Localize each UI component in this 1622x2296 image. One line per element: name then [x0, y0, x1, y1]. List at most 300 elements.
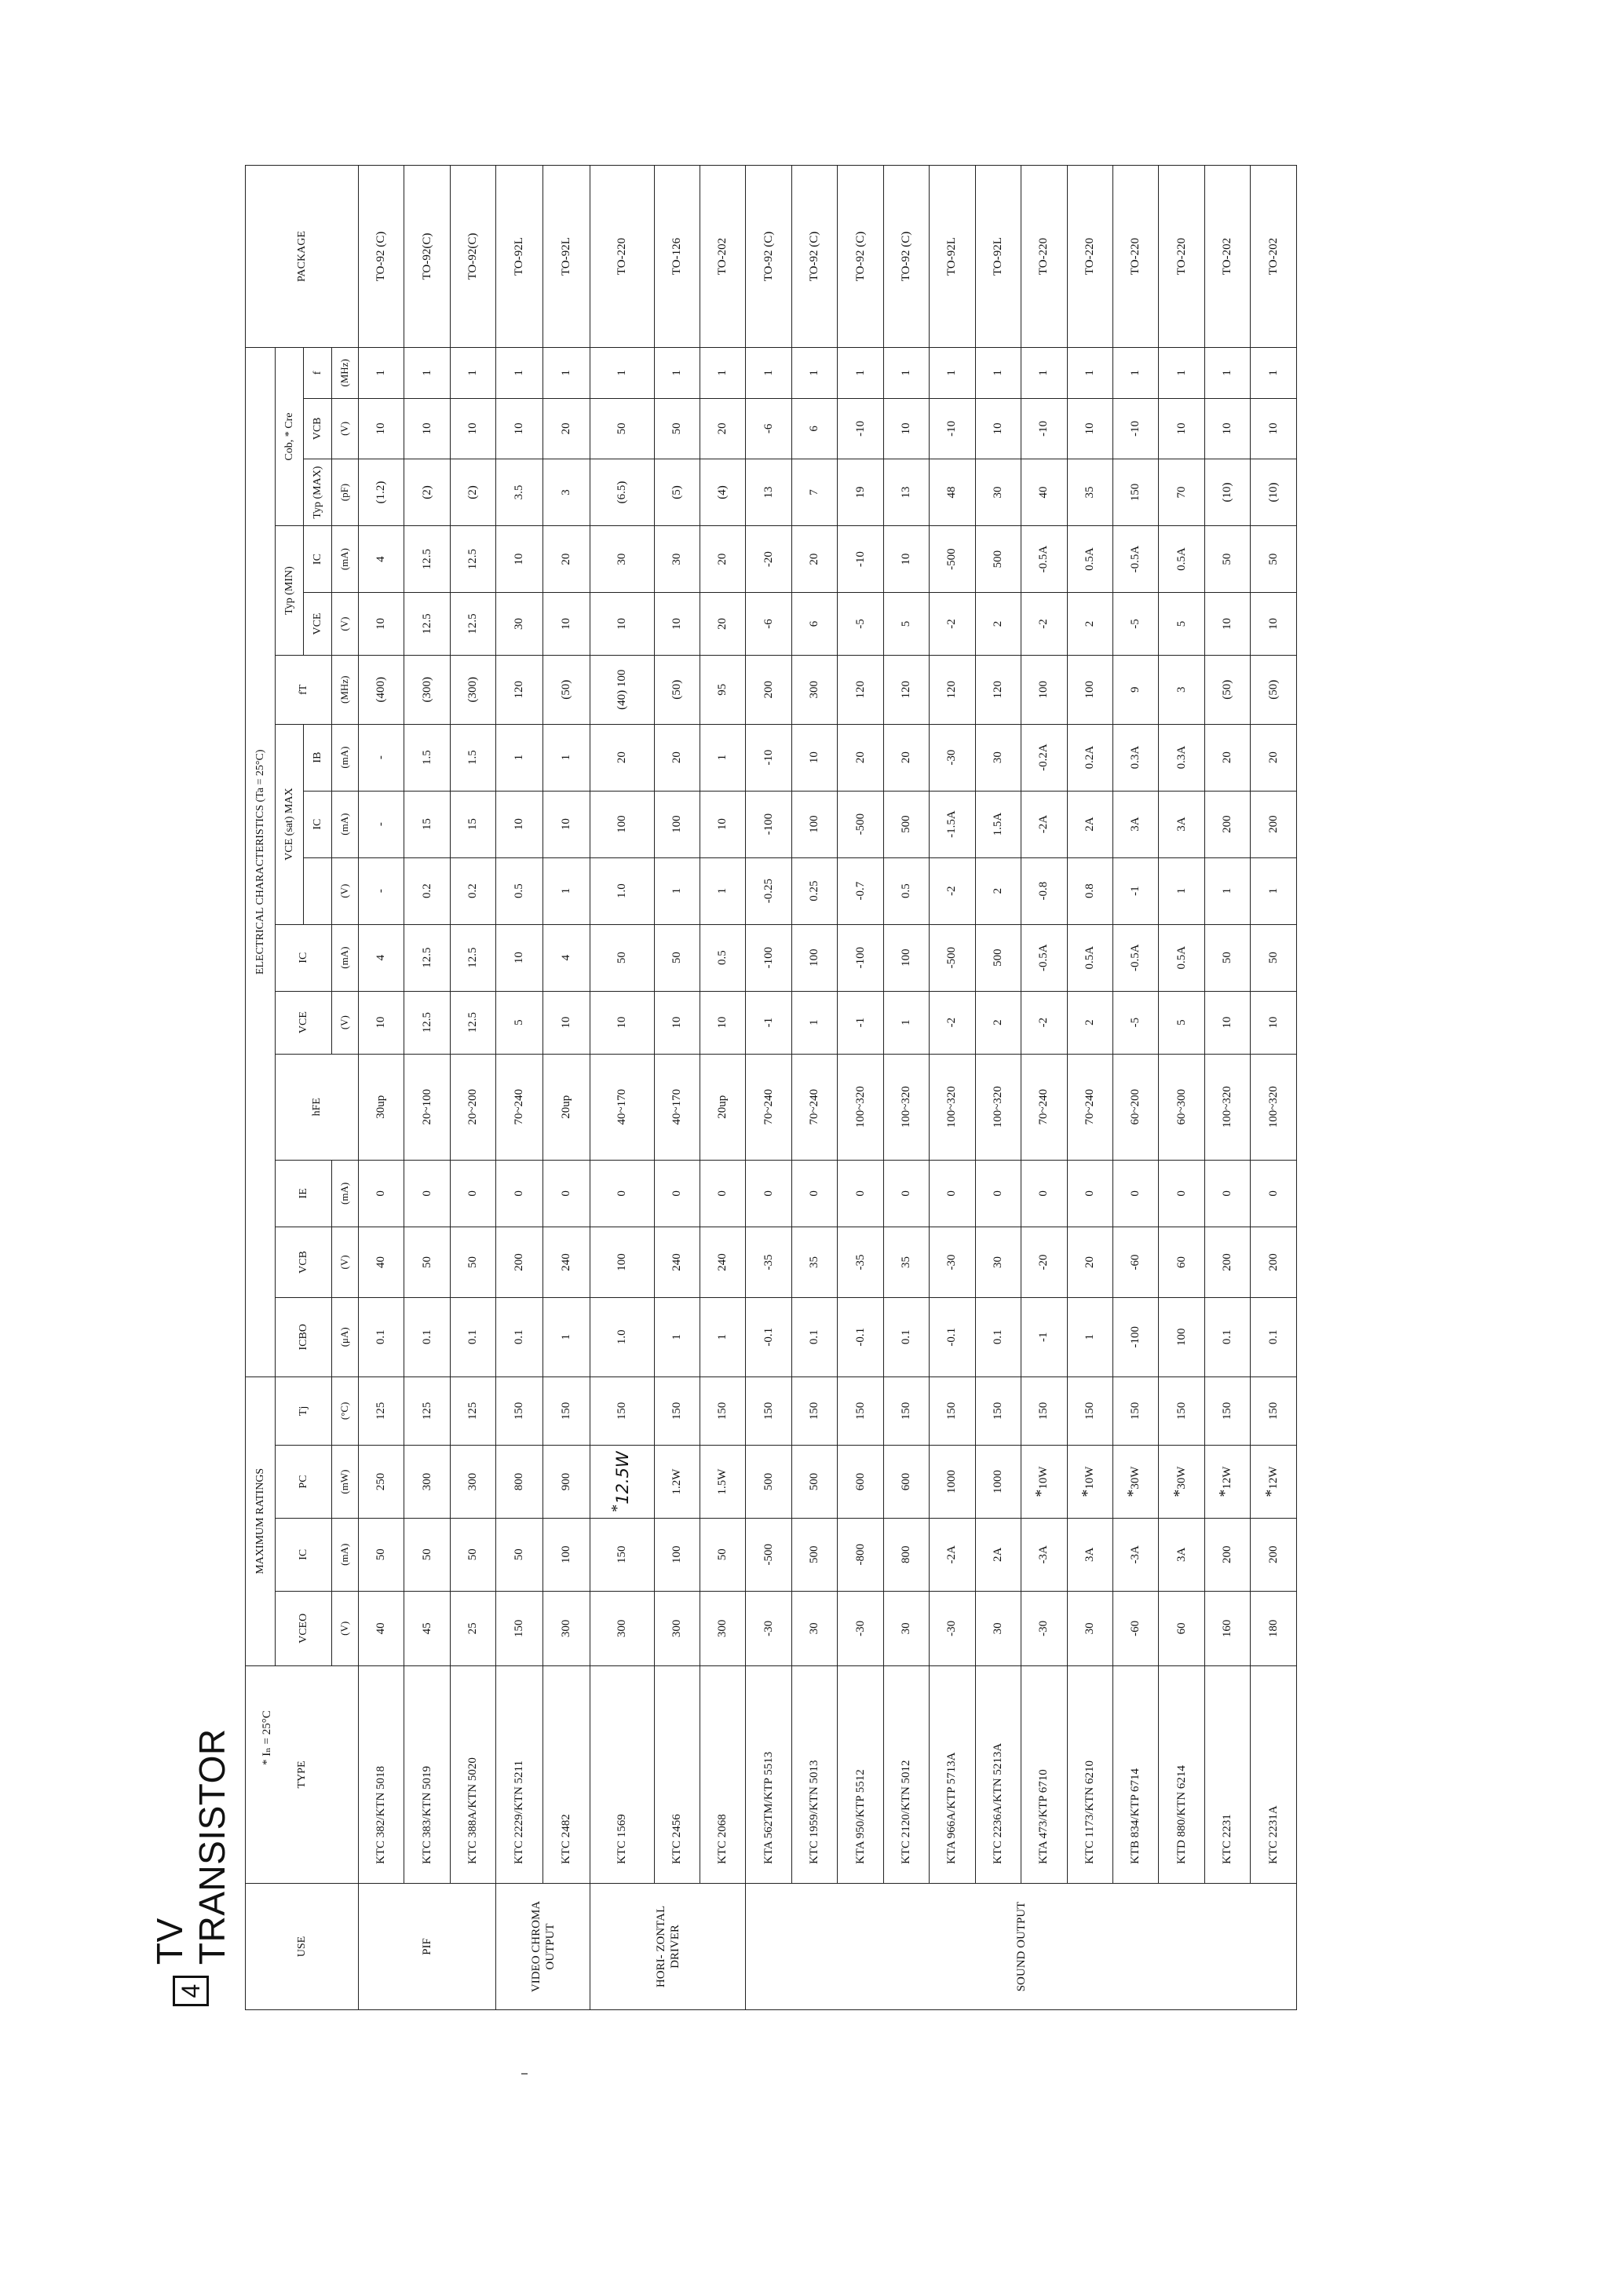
hfe-vce-cell: 12.5 — [404, 991, 450, 1054]
pkg-cell: TO-220 — [1159, 166, 1204, 348]
vceo-cell: -30 — [1021, 1591, 1067, 1665]
type-cell: KTC 382/KTN 5018 — [359, 1665, 404, 1883]
table-body — [359, 166, 1297, 2010]
sat-ib-cell: -0.2A — [1021, 724, 1067, 791]
vceo-cell: -60 — [1112, 1591, 1158, 1665]
ic-cell: 50 — [700, 1518, 746, 1591]
ft-unit: (MHz) — [332, 655, 359, 724]
vcb-cell: 200 — [496, 1227, 543, 1297]
ie-cell: 0 — [496, 1160, 543, 1227]
hfe-vce-unit: (V) — [332, 991, 359, 1054]
cob-vcb-cell: 10 — [883, 398, 929, 459]
icbo-header: ICBO — [276, 1298, 332, 1377]
icbo-vcb-unit: (V) — [332, 1227, 359, 1297]
tj-cell: 125 — [450, 1377, 495, 1446]
sat-v-cell: -0.8 — [1021, 857, 1067, 924]
sat-v-cell: 1 — [700, 857, 746, 924]
tj-cell: 150 — [700, 1377, 746, 1446]
ft-ic-cell: 20 — [543, 526, 590, 593]
sat-ic-cell: -2A — [1021, 791, 1067, 857]
type-cell: KTC 2120/KTN 5012 — [883, 1665, 929, 1883]
sat-ib-cell: 0.2A — [1067, 724, 1112, 791]
tj-cell: 150 — [1159, 1377, 1204, 1446]
type-cell: KTC 1569 — [590, 1665, 654, 1883]
cob-vcb-cell: 10 — [404, 398, 450, 459]
cob-vcb-cell: 10 — [1159, 398, 1204, 459]
hfe-cell: 40~170 — [654, 1054, 700, 1160]
sat-ic-cell: 500 — [883, 791, 929, 857]
tj-unit: (°C) — [332, 1377, 359, 1446]
ic-cell: -3A — [1021, 1518, 1067, 1591]
cob-cell: 150 — [1112, 459, 1158, 526]
vceo-cell: 30 — [975, 1591, 1021, 1665]
icbo-vcb-header: VCB — [276, 1227, 332, 1297]
ft-cell: (50) — [1204, 655, 1250, 724]
ft-ic-cell: 12.5 — [404, 526, 450, 593]
icbo-cell: 0.1 — [791, 1298, 837, 1377]
hfe-vce-cell: 5 — [496, 991, 543, 1054]
cob-cell: (6.5) — [590, 459, 654, 526]
icbo-cell: 0.1 — [404, 1298, 450, 1377]
ft-ic-cell: -0.5A — [1112, 526, 1158, 593]
hfe-ic-cell: -0.5A — [1021, 924, 1067, 991]
cob-cell: 35 — [1067, 459, 1112, 526]
cob-f-cell: 1 — [791, 348, 837, 399]
ft-vce-cell: 20 — [700, 593, 746, 656]
tj-cell: 150 — [590, 1377, 654, 1446]
page-title — [149, 1724, 232, 2006]
page-title-text: TV TRANSISTOR — [149, 1728, 232, 1965]
sat-v-cell: 0.5 — [496, 857, 543, 924]
hfe-vce-cell: 2 — [1067, 991, 1112, 1054]
pkg-cell: TO-220 — [590, 166, 654, 348]
pkg-cell: TO-92(C) — [404, 166, 450, 348]
ic-cell: 2A — [975, 1518, 1021, 1591]
pc-cell: 250 — [359, 1446, 404, 1519]
ft-cell: 100 — [1067, 655, 1112, 724]
cob-cell: 19 — [838, 459, 883, 526]
cob-vcb-cell: 20 — [543, 398, 590, 459]
sat-v-cell: 0.5 — [883, 857, 929, 924]
cob-cell: (1.2) — [359, 459, 404, 526]
ic-cell: -2A — [930, 1518, 975, 1591]
pc-value: 10W — [1083, 1466, 1096, 1490]
vceo-cell: 45 — [404, 1591, 450, 1665]
hfe-cell: 100~320 — [930, 1054, 975, 1160]
type-cell: KTC 2236A/KTN 5213A — [975, 1665, 1021, 1883]
ft-vce-unit: (V) — [332, 593, 359, 656]
vcb-cell: -30 — [930, 1227, 975, 1297]
pkg-cell: TO-92L — [496, 166, 543, 348]
vcb-cell: 50 — [404, 1227, 450, 1297]
pkg-cell: TO-92 (C) — [883, 166, 929, 348]
cob-vcb-cell: 10 — [450, 398, 495, 459]
pc-cell — [1067, 1446, 1112, 1519]
sat-ib-cell: 1 — [543, 724, 590, 791]
sat-ib-cell: 0.3A — [1159, 724, 1204, 791]
vcb-cell: -35 — [746, 1227, 791, 1297]
icbo-ie-unit: (mA) — [332, 1160, 359, 1227]
hfe-ic-header: IC — [276, 924, 332, 991]
ic-cell: -3A — [1112, 1518, 1158, 1591]
hfe-ic-cell: 0.5A — [1159, 924, 1204, 991]
icbo-cell: 0.1 — [1251, 1298, 1297, 1377]
type-cell: KTC 2231 — [1204, 1665, 1250, 1883]
vceo-cell: 60 — [1159, 1591, 1204, 1665]
vcb-cell: -20 — [1021, 1227, 1067, 1297]
ft-cell: (400) — [359, 655, 404, 724]
sat-ib-cell: 20 — [1251, 724, 1297, 791]
hfe-cell: 60~200 — [1112, 1054, 1158, 1160]
sat-ib-cell: 20 — [654, 724, 700, 791]
ft-cell: (300) — [450, 655, 495, 724]
ft-header: fT — [276, 655, 332, 724]
hfe-cell: 20~200 — [450, 1054, 495, 1160]
cob-vcb-cell: -6 — [746, 398, 791, 459]
hfe-ic-cell: 4 — [543, 924, 590, 991]
type-cell: KTC 1173/KTN 6210 — [1067, 1665, 1112, 1883]
cob-vcb-cell: -10 — [838, 398, 883, 459]
ft-vce-cell: 30 — [496, 593, 543, 656]
sat-ic-cell: 15 — [404, 791, 450, 857]
cob-cell: 13 — [746, 459, 791, 526]
cob-f-cell: 1 — [1021, 348, 1067, 399]
hfe-ic-cell: 0.5A — [1067, 924, 1112, 991]
type-cell: KTA 473/KTP 6710 — [1021, 1665, 1067, 1883]
ic-cell: 50 — [359, 1518, 404, 1591]
pkg-cell: TO-92 (C) — [791, 166, 837, 348]
vceo-cell: -30 — [746, 1591, 791, 1665]
pc-cell: 500 — [746, 1446, 791, 1519]
ie-cell: 0 — [404, 1160, 450, 1227]
sat-ib-cell: -10 — [746, 724, 791, 791]
pc-value: 12W — [1266, 1466, 1280, 1490]
pc-cell — [1251, 1446, 1297, 1519]
vcb-cell: 200 — [1204, 1227, 1250, 1297]
ic-header: IC — [276, 1518, 332, 1591]
vceo-cell: 40 — [359, 1591, 404, 1665]
icbo-cell: 0.1 — [496, 1298, 543, 1377]
use-group-label: VIDEO CHROMA OUTPUT — [496, 1883, 590, 2009]
table-row — [1251, 166, 1297, 2010]
cob-cell: 13 — [883, 459, 929, 526]
pc-header: PC — [276, 1446, 332, 1519]
sat-v-cell: -0.7 — [838, 857, 883, 924]
vcesat-ib-header: IB — [304, 724, 332, 791]
pkg-cell: TO-92L — [975, 166, 1021, 348]
ft-ic-cell: 30 — [590, 526, 654, 593]
hfe-vce-cell: -1 — [838, 991, 883, 1054]
vceo-cell: 25 — [450, 1591, 495, 1665]
tj-cell: 150 — [1067, 1377, 1112, 1446]
cob-f-cell: 1 — [496, 348, 543, 399]
cob-f-cell: 1 — [590, 348, 654, 399]
sat-ib-cell: 1 — [700, 724, 746, 791]
ic-cell: 500 — [791, 1518, 837, 1591]
ic-cell: 50 — [450, 1518, 495, 1591]
vcb-cell: 60 — [1159, 1227, 1204, 1297]
cob-vcb-cell: 20 — [700, 398, 746, 459]
pkg-cell: TO-202 — [1251, 166, 1297, 348]
hfe-ic-cell: -0.5A — [1112, 924, 1158, 991]
pc-cell: 1.2W — [654, 1446, 700, 1519]
type-cell: KTC 2231A — [1251, 1665, 1297, 1883]
table-row — [838, 166, 883, 2010]
icbo-cell: 0.1 — [359, 1298, 404, 1377]
sat-ic-cell: 10 — [700, 791, 746, 857]
icbo-cell: 100 — [1159, 1298, 1204, 1377]
icbo-cell: -1 — [1021, 1298, 1067, 1377]
icbo-cell: 1.0 — [590, 1298, 654, 1377]
cob-vcb-cell: 50 — [654, 398, 700, 459]
sat-v-cell: 0.8 — [1067, 857, 1112, 924]
pc-cell: 500 — [791, 1446, 837, 1519]
icbo-cell: 0.1 — [975, 1298, 1021, 1377]
ft-cell: 95 — [700, 655, 746, 724]
sat-v-cell: -2 — [930, 857, 975, 924]
sat-ib-cell: 20 — [883, 724, 929, 791]
cob-cell: (10) — [1204, 459, 1250, 526]
vceo-cell: 300 — [543, 1591, 590, 1665]
cob-cell: (4) — [700, 459, 746, 526]
pkg-cell: TO-220 — [1021, 166, 1067, 348]
pc-cell: 900 — [543, 1446, 590, 1519]
ft-cell: 200 — [746, 655, 791, 724]
hfe-cell: 20up — [543, 1054, 590, 1160]
table-row — [404, 166, 450, 2010]
hfe-cell: 70~240 — [1021, 1054, 1067, 1160]
ft-ic-cell: 10 — [496, 526, 543, 593]
hfe-vce-cell: 12.5 — [450, 991, 495, 1054]
pkg-cell: TO-92L — [930, 166, 975, 348]
sat-v-cell: 1 — [543, 857, 590, 924]
cob-f-cell: 1 — [404, 348, 450, 399]
sat-v-cell: 1 — [1251, 857, 1297, 924]
ft-vce-cell: 10 — [359, 593, 404, 656]
footnote: * Iₙ = 25°C — [261, 1710, 273, 1765]
ic-cell: 3A — [1067, 1518, 1112, 1591]
sat-ib-cell: -30 — [930, 724, 975, 791]
cob-cell: 3 — [543, 459, 590, 526]
hfe-vce-cell: -5 — [1112, 991, 1158, 1054]
ft-vce-cell: 2 — [975, 593, 1021, 656]
hfe-vce-cell: -2 — [1021, 991, 1067, 1054]
star-marker: * — [1032, 1489, 1050, 1497]
pc-cell: 1.5W — [700, 1446, 746, 1519]
ie-cell: 0 — [359, 1160, 404, 1227]
ie-cell: 0 — [930, 1160, 975, 1227]
ie-cell: 0 — [1067, 1160, 1112, 1227]
icbo-cell: 1 — [543, 1298, 590, 1377]
hfe-cell: 30up — [359, 1054, 404, 1160]
ic-cell: 150 — [590, 1518, 654, 1591]
table-row — [654, 166, 700, 2010]
transistor-table-sheet — [245, 165, 1297, 2010]
ft-ic-cell: -10 — [838, 526, 883, 593]
ft-cell: 3 — [1159, 655, 1204, 724]
package-header: PACKAGE — [246, 166, 359, 348]
cob-cell: 70 — [1159, 459, 1204, 526]
cob-vcb-cell: -10 — [1021, 398, 1067, 459]
vcesat-ib-unit: (mA) — [332, 724, 359, 791]
cob-cell: 48 — [930, 459, 975, 526]
hfe-cell: 60~300 — [1159, 1054, 1204, 1160]
cob-vcb-cell: 6 — [791, 398, 837, 459]
hfe-ic-cell: 100 — [791, 924, 837, 991]
ie-cell: 0 — [1251, 1160, 1297, 1227]
ie-cell: 0 — [1021, 1160, 1067, 1227]
ft-vce-cell: -5 — [1112, 593, 1158, 656]
vcesat-header: VCE (sat) MAX — [276, 724, 304, 924]
cob-f-cell: 1 — [1159, 348, 1204, 399]
ft-ic-cell: 4 — [359, 526, 404, 593]
tj-cell: 150 — [543, 1377, 590, 1446]
sat-ic-cell: 10 — [496, 791, 543, 857]
ft-cell: 120 — [838, 655, 883, 724]
vcb-cell: 30 — [975, 1227, 1021, 1297]
electrical-characteristics-header: ELECTRICAL CHARACTERISTICS (Ta = 25°C) — [246, 348, 276, 1377]
sat-v-cell: 2 — [975, 857, 1021, 924]
ft-cell: 120 — [930, 655, 975, 724]
ft-ic-cell: 10 — [883, 526, 929, 593]
cob-f-cell: 1 — [1251, 348, 1297, 399]
ft-ic-cell: -20 — [746, 526, 791, 593]
tj-cell: 150 — [746, 1377, 791, 1446]
cob-f-header: f — [304, 348, 332, 399]
ft-vce-header: VCE — [304, 593, 332, 656]
sat-ic-cell: 15 — [450, 791, 495, 857]
vceo-cell: 160 — [1204, 1591, 1250, 1665]
cob-f-cell: 1 — [1067, 348, 1112, 399]
ft-ic-cell: 30 — [654, 526, 700, 593]
cob-typ-header: Typ (MAX) — [304, 459, 332, 526]
hfe-ic-cell: -100 — [838, 924, 883, 991]
vcb-cell: 50 — [450, 1227, 495, 1297]
hfe-ic-cell: 10 — [496, 924, 543, 991]
hfe-ic-cell: 50 — [590, 924, 654, 991]
hfe-cell: 100~320 — [838, 1054, 883, 1160]
cob-f-cell: 1 — [930, 348, 975, 399]
pc-value: 30W — [1129, 1466, 1142, 1490]
vcb-cell: 40 — [359, 1227, 404, 1297]
cob-f-cell: 1 — [1204, 348, 1250, 399]
ic-cell: 50 — [496, 1518, 543, 1591]
hfe-vce-cell: 10 — [700, 991, 746, 1054]
ic-cell: 200 — [1251, 1518, 1297, 1591]
vcesat-v-label — [304, 857, 332, 924]
ft-vce-cell: -2 — [930, 593, 975, 656]
hfe-ic-cell: 12.5 — [404, 924, 450, 991]
pkg-cell: TO-92 (C) — [838, 166, 883, 348]
pc-cell: 300 — [404, 1446, 450, 1519]
tj-cell: 150 — [1251, 1377, 1297, 1446]
table-row — [746, 166, 791, 2010]
cob-cell: 40 — [1021, 459, 1067, 526]
hfe-ic-cell: 12.5 — [450, 924, 495, 991]
cob-cell: (2) — [404, 459, 450, 526]
hfe-vce-cell: 10 — [654, 991, 700, 1054]
star-marker: * — [1262, 1489, 1280, 1497]
cob-f-cell: 1 — [700, 348, 746, 399]
sat-ic-cell: 2A — [1067, 791, 1112, 857]
pc-cell — [1204, 1446, 1250, 1519]
cob-vcb-cell: 10 — [1067, 398, 1112, 459]
ie-cell: 0 — [1204, 1160, 1250, 1227]
table-row — [450, 166, 495, 2010]
vcb-cell: -35 — [838, 1227, 883, 1297]
sat-ic-cell: -100 — [746, 791, 791, 857]
cob-f-unit: (MHz) — [332, 348, 359, 399]
type-cell: KTC 383/KTN 5019 — [404, 1665, 450, 1883]
type-cell: KTC 388A/KTN 5020 — [450, 1665, 495, 1883]
tj-cell: 150 — [654, 1377, 700, 1446]
ic-cell: 200 — [1204, 1518, 1250, 1591]
ft-cell: 120 — [975, 655, 1021, 724]
pkg-cell: TO-126 — [654, 166, 700, 348]
sat-ib-cell: 1 — [496, 724, 543, 791]
ft-ic-cell: 50 — [1251, 526, 1297, 593]
sat-v-cell: 0.2 — [450, 857, 495, 924]
hfe-ic-cell: -100 — [746, 924, 791, 991]
hfe-vce-cell: 10 — [543, 991, 590, 1054]
star-marker: * — [608, 1504, 626, 1512]
table-row — [1067, 166, 1112, 2010]
cob-cell: (5) — [654, 459, 700, 526]
type-cell: KTC 2482 — [543, 1665, 590, 1883]
ft-vce-cell: 10 — [1204, 593, 1250, 656]
icbo-unit: (μA) — [332, 1298, 359, 1377]
cob-vcb-unit: (V) — [332, 398, 359, 459]
cob-f-cell: 1 — [1112, 348, 1158, 399]
ft-ic-cell: 12.5 — [450, 526, 495, 593]
pc-value: 30W — [1174, 1466, 1188, 1490]
cob-f-cell: 1 — [359, 348, 404, 399]
sat-v-cell: 1 — [654, 857, 700, 924]
ft-ic-cell: -500 — [930, 526, 975, 593]
table-row — [1204, 166, 1250, 2010]
icbo-cell: 0.1 — [450, 1298, 495, 1377]
sat-ib-cell: 20 — [1204, 724, 1250, 791]
pkg-cell: TO-92 (C) — [746, 166, 791, 348]
pkg-cell: TO-220 — [1067, 166, 1112, 348]
hfe-cell: 40~170 — [590, 1054, 654, 1160]
ft-cell: 100 — [1021, 655, 1067, 724]
sat-ic-cell: 1.5A — [975, 791, 1021, 857]
ft-cell: (50) — [654, 655, 700, 724]
ie-cell: 0 — [700, 1160, 746, 1227]
ie-cell: 0 — [590, 1160, 654, 1227]
pc-cell: 300 — [450, 1446, 495, 1519]
ft-vce-cell: -6 — [746, 593, 791, 656]
vcb-cell: 20 — [1067, 1227, 1112, 1297]
sat-ib-cell: 10 — [791, 724, 837, 791]
ft-vce-cell: 10 — [543, 593, 590, 656]
icbo-cell: 0.1 — [883, 1298, 929, 1377]
cob-vcb-cell: 50 — [590, 398, 654, 459]
ie-cell: 0 — [746, 1160, 791, 1227]
hfe-vce-cell: 2 — [975, 991, 1021, 1054]
sat-ic-cell: 10 — [543, 791, 590, 857]
ft-ic-cell: 20 — [700, 526, 746, 593]
ft-ic-cell: -0.5A — [1021, 526, 1067, 593]
type-cell: KTA 966A/KTP 5713A — [930, 1665, 975, 1883]
vceo-cell: -30 — [838, 1591, 883, 1665]
cob-typ-unit: (pF) — [332, 459, 359, 526]
ft-vce-cell: -2 — [1021, 593, 1067, 656]
vceo-cell: 180 — [1251, 1591, 1297, 1665]
tj-header: Tj — [276, 1377, 332, 1446]
table-row — [700, 166, 746, 2010]
